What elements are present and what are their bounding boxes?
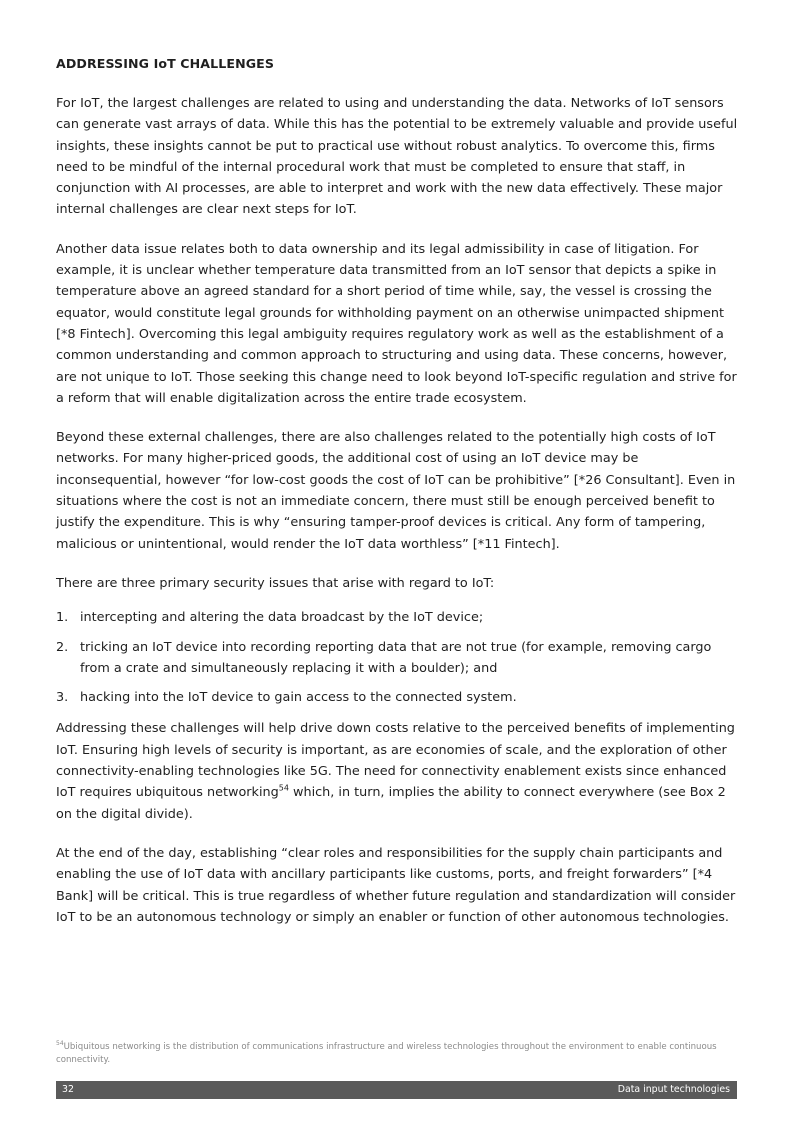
security-issues-list [56, 607, 740, 708]
footnote [56, 1041, 740, 1066]
list-item-text: hacking into the IoT device to gain access to the connected system. [80, 690, 517, 706]
paragraph-4: There are three primary security issues that arise with regard to IoT: [56, 575, 495, 591]
page-number: 32 [62, 1084, 74, 1095]
paragraph-5-text-cont: which, in turn, implies the ability to connect everywhere (see Box 2 on the digital divide). [56, 785, 726, 822]
page-footer [56, 1081, 737, 1099]
list-item [56, 607, 740, 628]
paragraph-1: For IoT, the largest challenges are related to using and understanding the data. Networks of IoT sensors can generate vast arrays of data. While this has the potential to be extremely valuable and provide useful insights, these insights cannot be put to practical use without robust analytics. To overcome this, firms need to be mindful of the internal procedural work that must be completed to ensure that staff, in conjunction with AI processes, are able to interpret and work with the new data effectively. These major internal challenges are clear next steps for IoT. [56, 96, 738, 218]
paragraph-5 [56, 718, 740, 824]
paragraph-6: At the end of the day, establishing “clear roles and responsibilities for the supply chain participants and enabling the use of IoT data with ancillary participants like customs, ports, and freight forwarders” [*4 Bank] will be critical. This is true regardless of whether future regulation and standardization will consider IoT to be an autonomous technology or simply an enabler or function of other autonomous technologies. [56, 845, 736, 925]
footnote-text: Ubiquitous networking is the distribution of communications infrastructure and wireless technologies throughout the environment to enable continuous connectivity. [56, 1042, 717, 1065]
list-item-number: 2. [56, 639, 69, 655]
list-item [56, 637, 740, 680]
section-heading: ADDRESSING IoT CHALLENGES [56, 56, 275, 71]
page-content [56, 54, 740, 946]
list-item-number: 1. [56, 610, 69, 626]
list-item-number: 3. [56, 690, 69, 706]
list-item [56, 687, 740, 708]
paragraph-5-text: Addressing these challenges will help drive down costs relative to the perceived benefits of implementing IoT. Ensuring high levels of security is important, as are economies of scale, and the exploration of other connectivity-enabling technologies like 5G. The need for connectivity enablement exists since enhanced IoT requires ubiquitous networking [56, 721, 735, 801]
paragraph-3: Beyond these external challenges, there are also challenges related to the potentially high costs of IoT networks. For many higher-priced goods, the additional cost of using an IoT device may be inconsequential, however “for low-cost goods the cost of IoT can be prohibitive” [*26 Consultant]. Even in situations where the cost is not an immediate concern, there must still be enough perceived benefit to justify the expenditure. This is why “ensuring tamper-proof devices is critical. Any form of tampering, malicious or unintentional, would render the IoT data worthless” [*11 Fintech]. [56, 430, 736, 552]
footnote-reference[interactable]: 54 [278, 784, 289, 794]
footnote-number: 54 [56, 1040, 64, 1048]
list-item-text: intercepting and altering the data broadcast by the IoT device; [80, 610, 484, 626]
paragraph-2: Another data issue relates both to data ownership and its legal admissibility in case of litigation. For example, it is unclear whether temperature data transmitted from an IoT sensor that depicts a spike in temperature above an agreed standard for a short period of time while, say, the vessel is crossing the equator, would constitute legal grounds for withholding payment on an otherwise unimpacted shipment [*8 Fintech]. Overcoming this legal ambiguity requires regulatory work as well as the establishment of a common understanding and common approach to structuring and using data. These concerns, however, are not unique to IoT. Those seeking this change need to look beyond IoT-specific regulation and strive for a reform that will enable digitalization across the entire trade ecosystem. [56, 241, 737, 406]
footer-section-title: Data input technologies [617, 1084, 730, 1095]
list-item-text: tricking an IoT device into recording reporting data that are not true (for example, removing cargo from a crate and simultaneously replacing it with a boulder); and [80, 639, 712, 676]
